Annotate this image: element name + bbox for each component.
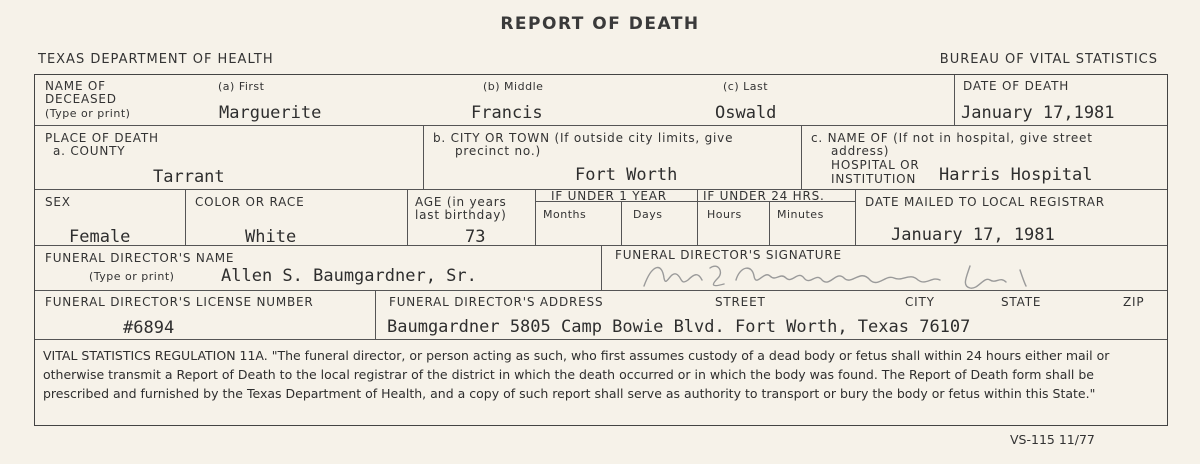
county-label: a. COUNTY xyxy=(53,144,126,158)
hospital-value: Harris Hospital xyxy=(939,165,1093,185)
race-value: White xyxy=(245,227,297,247)
hospital-label-4: INSTITUTION xyxy=(831,172,917,186)
hospital-label: c. NAME OF (If not in hospital, give street xyxy=(811,131,1093,145)
col-divider xyxy=(601,245,602,290)
deceased-label: DECEASED xyxy=(45,92,117,106)
age-label: AGE (in years xyxy=(415,195,507,209)
street-label: STREET xyxy=(715,295,766,309)
row-divider xyxy=(35,125,1167,126)
last-name-value: Oswald xyxy=(715,103,777,123)
minutes-label: Minutes xyxy=(777,208,824,221)
middle-name-value: Francis xyxy=(471,103,543,123)
first-name-label: (a) First xyxy=(218,80,265,93)
date-of-death-value: January 17,1981 xyxy=(961,103,1115,123)
agency-name: TEXAS DEPARTMENT OF HEALTH xyxy=(38,52,274,67)
date-mailed-value: January 17, 1981 xyxy=(891,225,1055,245)
state-label: STATE xyxy=(1001,295,1042,309)
address-value: Baumgardner 5805 Camp Bowie Blvd. Fort Worth, Texas 76107 xyxy=(387,317,971,337)
fd-signature-label: FUNERAL DIRECTOR'S SIGNATURE xyxy=(615,248,842,262)
row-divider xyxy=(35,339,1167,340)
county-value: Tarrant xyxy=(153,167,225,187)
date-of-death-label: DATE OF DEATH xyxy=(963,79,1070,93)
date-mailed-label: DATE MAILED TO LOCAL REGISTRAR xyxy=(865,195,1105,209)
fd-license-label: FUNERAL DIRECTOR'S LICENSE NUMBER xyxy=(45,295,314,309)
death-report-form xyxy=(34,74,1168,426)
name-of-label: NAME OF xyxy=(45,79,106,93)
last-name-label: (c) Last xyxy=(723,80,769,93)
col-divider xyxy=(697,189,698,245)
fd-name-value: Allen S. Baumgardner, Sr. xyxy=(221,266,477,286)
age-value: 73 xyxy=(465,227,486,247)
race-label: COLOR OR RACE xyxy=(195,195,305,209)
first-name-value: Marguerite xyxy=(219,103,322,123)
city-col-label: CITY xyxy=(905,295,935,309)
hospital-label-3: HOSPITAL OR xyxy=(831,158,920,172)
col-divider xyxy=(375,290,376,339)
age-label-2: last birthday) xyxy=(415,208,507,222)
under-24-hours-label: IF UNDER 24 HRS. xyxy=(703,189,825,203)
signature xyxy=(640,258,1060,292)
col-divider xyxy=(769,201,770,245)
col-divider xyxy=(621,201,622,245)
form-number: VS-115 11/77 xyxy=(1010,432,1095,447)
city-label: b. CITY OR TOWN (If outside city limits, give xyxy=(433,131,734,145)
zip-label: ZIP xyxy=(1123,295,1145,309)
city-label-2: precinct no.) xyxy=(455,144,541,158)
middle-name-label: (b) Middle xyxy=(483,80,544,93)
months-label: Months xyxy=(543,208,587,221)
col-divider xyxy=(855,189,856,245)
days-label: Days xyxy=(633,208,663,221)
type-or-print-label: (Type or print) xyxy=(45,107,131,120)
regulation-text: VITAL STATISTICS REGULATION 11A. "The funeral director, or person acting as such, who first assumes custody of a dead body or fetus shall within 24 hours either mail or otherwise transmit a Report of Death to the local registrar of the district in which the death occurred or in which the body was found. The Report of Death form shall be prescribed and furnished by the Texas Department of Health, and a copy of such report shall serve as authority to transport or bury the body or fetus within this State." xyxy=(43,348,1110,401)
sex-label: SEX xyxy=(45,195,71,209)
col-divider xyxy=(801,125,802,189)
hours-label: Hours xyxy=(707,208,742,221)
place-of-death-label: PLACE OF DEATH xyxy=(45,131,159,145)
sex-value: Female xyxy=(69,227,131,247)
col-divider xyxy=(423,125,424,189)
under-1-year-label: IF UNDER 1 YEAR xyxy=(551,189,667,203)
col-divider xyxy=(535,189,536,245)
form-title: REPORT OF DEATH xyxy=(500,14,700,34)
city-value: Fort Worth xyxy=(575,165,678,185)
col-divider xyxy=(185,189,186,245)
col-divider xyxy=(407,189,408,245)
fd-name-label: FUNERAL DIRECTOR'S NAME xyxy=(45,251,235,265)
hospital-label-2: address) xyxy=(831,144,890,158)
col-divider xyxy=(954,75,955,125)
license-value: #6894 xyxy=(123,318,175,338)
bureau-name: BUREAU OF VITAL STATISTICS xyxy=(939,52,1158,67)
fd-type-print-label: (Type or print) xyxy=(89,270,175,283)
fd-address-label: FUNERAL DIRECTOR'S ADDRESS xyxy=(389,295,604,309)
